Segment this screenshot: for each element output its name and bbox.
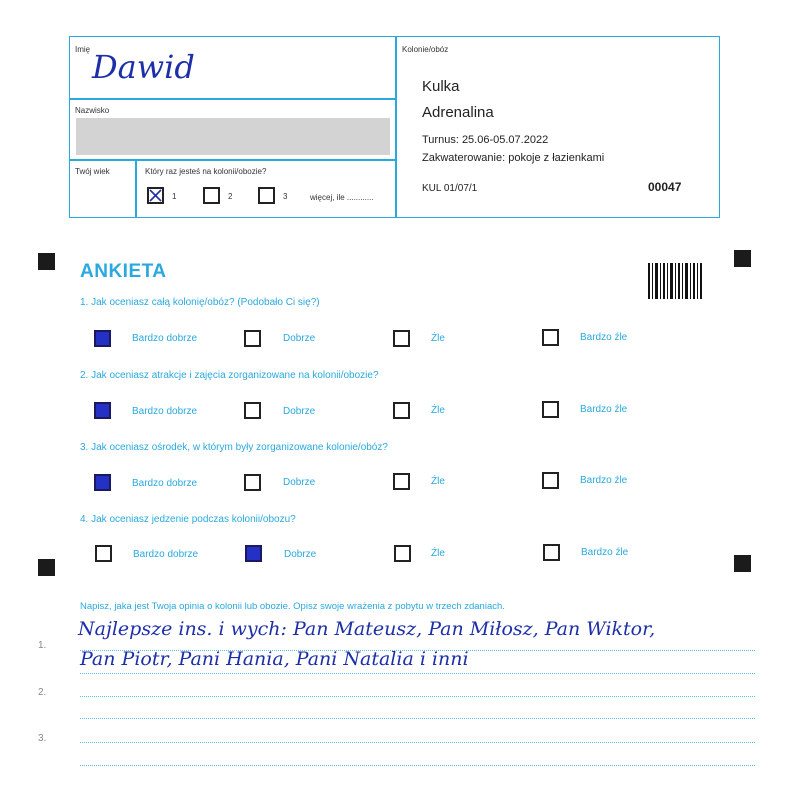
q2-option-bardzo-dobrze[interactable] (94, 402, 111, 419)
q4-option-zle[interactable] (394, 545, 411, 562)
line-number-2: 2. (38, 687, 47, 698)
registration-marker-bl (38, 559, 55, 576)
opinion-prompt: Napisz, jaka jest Twoja opinia o kolonii lub obozie. Opisz swoje wrażenia z pobytu w trzech zdaniach. (80, 601, 505, 612)
imie-handwritten[interactable]: Dawid (92, 48, 195, 86)
q4-label-bardzo-zle: Bardzo źle (581, 547, 629, 558)
q4-option-bardzo-dobrze[interactable] (95, 545, 112, 562)
header-divider-1 (70, 98, 395, 100)
q2-option-dobrze[interactable] (244, 402, 261, 419)
question-1: 1. Jak oceniasz całą kolonię/obóz? (Podobało Ci się?) (80, 297, 320, 308)
imie-label: Imię (75, 45, 91, 54)
check-x-icon (149, 189, 162, 202)
ktory-raz-checkbox-2[interactable] (203, 187, 220, 204)
q2-option-zle[interactable] (393, 402, 410, 419)
q2-label-zle: Źle (431, 405, 445, 416)
question-2: 2. Jak oceniasz atrakcje i zajęcia zorganizowane na kolonii/obozie? (80, 370, 379, 381)
q1-label-bardzo-dobrze: Bardzo dobrze (132, 333, 198, 344)
camp-code: KUL 01/07/1 (422, 183, 478, 194)
q4-option-bardzo-zle[interactable] (543, 544, 560, 561)
ktory-raz-option-1: 1 (172, 192, 177, 201)
q2-label-bardzo-zle: Bardzo źle (580, 404, 628, 415)
q3-option-bardzo-zle[interactable] (542, 472, 559, 489)
line-number-1: 1. (38, 640, 47, 651)
answer-line-1b (80, 673, 755, 674)
header-divider-2 (70, 159, 395, 161)
q4-label-zle: Źle (431, 548, 445, 559)
ktory-raz-label: Który raz jesteś na kolonii/obozie? (145, 167, 267, 176)
ktory-raz-checkbox-1[interactable] (147, 187, 164, 204)
registration-marker-br (734, 555, 751, 572)
q1-option-bardzo-zle[interactable] (542, 329, 559, 346)
opinion-handwritten-line-2[interactable]: Pan Piotr, Pani Hania, Pani Natalia i inni (80, 648, 469, 670)
q3-label-bardzo-dobrze: Bardzo dobrze (132, 478, 198, 489)
q2-label-dobrze: Dobrze (283, 406, 316, 417)
ktory-raz-checkbox-3[interactable] (258, 187, 275, 204)
q1-option-dobrze[interactable] (244, 330, 261, 347)
q3-option-zle[interactable] (393, 473, 410, 490)
question-3: 3. Jak oceniasz ośrodek, w którym były zorganizowane kolonie/obóz? (80, 442, 388, 453)
turnus: Turnus: 25.06-05.07.2022 (422, 134, 549, 146)
kolonie-label: Kolonie/obóz (402, 45, 449, 54)
ktory-raz-option-2: 2 (228, 192, 233, 201)
zakwaterowanie: Zakwaterowanie: pokoje z łazienkami (422, 152, 605, 164)
registration-marker-tr (734, 250, 751, 267)
q1-label-bardzo-zle: Bardzo źle (580, 332, 628, 343)
q4-option-dobrze[interactable] (245, 545, 262, 562)
age-divider (135, 160, 137, 217)
q2-option-bardzo-zle[interactable] (542, 401, 559, 418)
barcode-icon (648, 263, 702, 299)
wiek-label: Twój wiek (75, 167, 110, 176)
q3-label-zle: Źle (431, 476, 445, 487)
q1-option-bardzo-dobrze[interactable] (94, 330, 111, 347)
answer-line-3a (80, 742, 755, 743)
q2-label-bardzo-dobrze: Bardzo dobrze (132, 406, 198, 417)
q1-label-dobrze: Dobrze (283, 333, 316, 344)
ktory-raz-option-3: 3 (283, 192, 288, 201)
q1-label-zle: Źle (431, 333, 445, 344)
survey-title: ANKIETA (80, 261, 167, 282)
wiecej-label: więcej, ile ............ (310, 193, 374, 202)
registration-marker-tl (38, 253, 55, 270)
answer-line-3b (80, 765, 755, 766)
answer-line-2b (80, 718, 755, 719)
q3-option-dobrze[interactable] (244, 474, 261, 491)
answer-line-2a (80, 696, 755, 697)
form-number: 00047 (648, 180, 682, 194)
question-4: 4. Jak oceniasz jedzenie podczas kolonii/obozu? (80, 514, 296, 525)
q3-option-bardzo-dobrze[interactable] (94, 474, 111, 491)
q1-option-zle[interactable] (393, 330, 410, 347)
header-divider-vertical (395, 37, 397, 217)
line-number-3: 3. (38, 733, 47, 744)
q4-label-dobrze: Dobrze (284, 549, 317, 560)
camp-type: Adrenalina (422, 104, 494, 121)
nazwisko-redacted (76, 118, 390, 155)
q3-label-dobrze: Dobrze (283, 477, 316, 488)
opinion-handwritten-line-1[interactable]: Najlepsze ins. i wych: Pan Mateusz, Pan Miłosz, Pan Wiktor, (78, 618, 656, 640)
q3-label-bardzo-zle: Bardzo źle (580, 475, 628, 486)
camp-name: Kulka (422, 78, 460, 95)
q4-label-bardzo-dobrze: Bardzo dobrze (133, 549, 199, 560)
nazwisko-label: Nazwisko (75, 106, 110, 115)
